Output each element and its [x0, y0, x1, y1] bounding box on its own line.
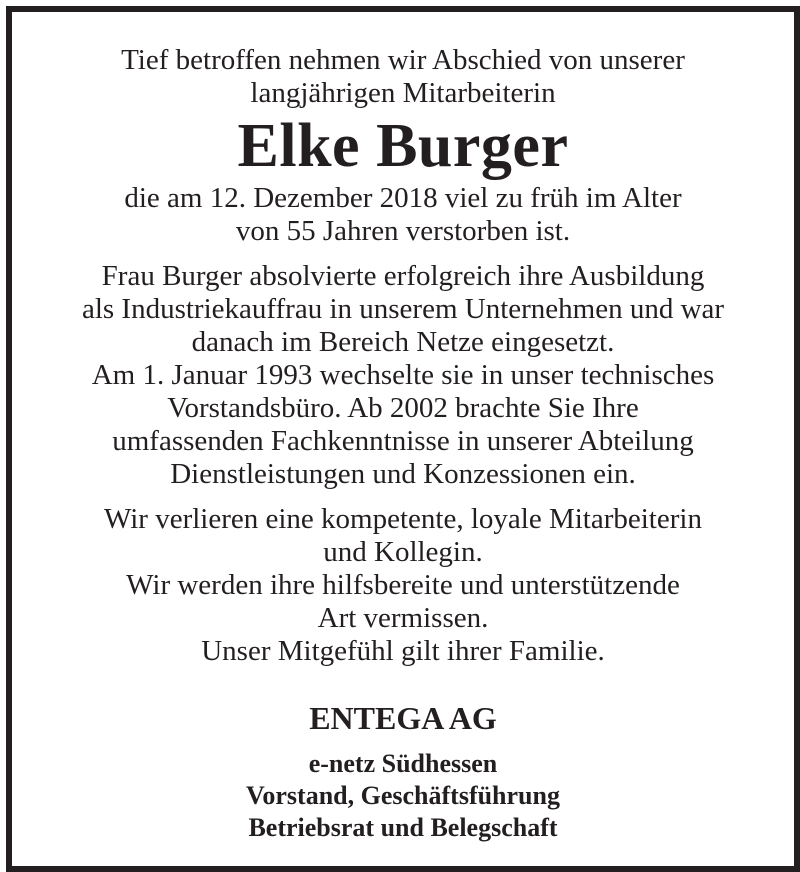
obituary-notice [12, 12, 794, 844]
signatory-line: Betriebsrat und Belegschaft [248, 813, 558, 842]
biography-line: danach im Bereich Netze eingesetzt. [191, 326, 615, 358]
biography-line: Am 1. Januar 1993 wechselte sie in unser technisches [91, 359, 715, 391]
biography-line: Vorstandsbüro. Ab 2002 brachte Sie Ihre [167, 392, 639, 424]
company-name: ENTEGA AG [309, 700, 497, 736]
intro-text [12, 44, 794, 110]
deceased-name: Elke Burger [237, 112, 569, 180]
death-statement [12, 182, 794, 248]
biography-line: als Industriekauffrau in unserem Unternehmen und war [81, 293, 725, 325]
intro-line: langjährigen Mitarbeiterin [250, 77, 556, 109]
closing-line: Unser Mitgefühl gilt ihrer Familie. [201, 635, 605, 667]
closing-line: Art vermissen. [317, 602, 489, 634]
biography-line: Frau Burger absolvierte erfolgreich ihre Ausbildung [101, 260, 705, 292]
closing-line: Wir werden ihre hilfsbereite und unterstützende [126, 569, 680, 601]
closing-line: Wir verlieren eine kompetente, loyale Mitarbeiterin [104, 503, 702, 535]
signatory-line: Vorstand, Geschäftsführung [246, 781, 560, 810]
signatories [12, 748, 794, 844]
closing-text [12, 503, 794, 668]
biography-line: umfassenden Fachkenntnisse in unserer Abteilung [112, 425, 694, 457]
death-line: von 55 Jahren verstorben ist. [235, 215, 571, 247]
closing-line: und Kollegin. [323, 536, 483, 568]
intro-line: Tief betroffen nehmen wir Abschied von unserer [121, 44, 685, 76]
signatory-line: e-netz Südhessen [308, 749, 498, 778]
obituary-notice-frame [6, 6, 800, 872]
biography-line: Dienstleistungen und Konzessionen ein. [170, 458, 636, 490]
biography-text [12, 260, 794, 491]
death-line: die am 12. Dezember 2018 viel zu früh im Alter [124, 182, 682, 214]
